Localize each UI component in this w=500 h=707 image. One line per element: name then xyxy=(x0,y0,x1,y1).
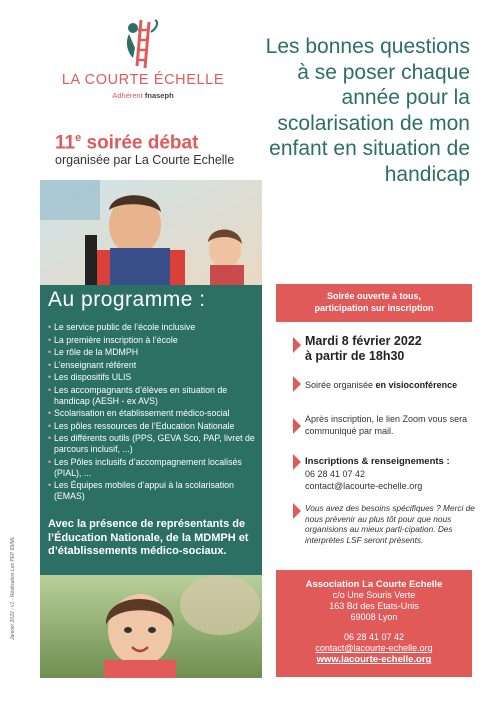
program-note: Avec la présence de représentants de l’Éducation Nationale, de la MDMPH et d’établissements médico-sociaux. xyxy=(48,518,249,557)
arrow-online-icon xyxy=(293,376,301,392)
assoc-line-1: c/o Une Souris Verte xyxy=(332,590,416,600)
logo xyxy=(48,18,238,113)
logo-adherent xyxy=(48,91,238,100)
photo-boy-in-wheelchair xyxy=(40,180,262,285)
logo-adherent-label: Adhérent xyxy=(112,91,143,100)
online-bold: en visioconférence xyxy=(375,380,458,390)
online-prefix: Soirée organisée xyxy=(305,380,376,390)
program-item: • Le service public de l’école inclusive xyxy=(48,322,256,333)
event-online xyxy=(305,380,457,390)
event-date: Mardi 8 février 2022 xyxy=(305,334,422,348)
program-item: • L’enseignant référent xyxy=(48,360,256,371)
program-item: • Les différents outils (PPS, GEVA Sco, PAP, livret de parcours inclusif, ...) xyxy=(48,433,256,455)
program-item: • Scolarisation en établissement médico-social xyxy=(48,408,256,419)
debate-ordinal: e xyxy=(75,132,82,144)
arrow-date-icon xyxy=(293,337,301,353)
program-list xyxy=(48,322,256,504)
assoc-website-link[interactable]: www.lacourte-echelle.org xyxy=(316,654,432,665)
contact-title: Inscriptions & renseignements : xyxy=(305,456,450,467)
program-item: • Les pôles ressources de l’Education Nationale xyxy=(48,421,256,432)
logo-name: LA COURTE ÉCHELLE xyxy=(61,72,225,88)
assoc-phone: 06 28 41 07 42 xyxy=(343,632,405,642)
headline: Les bonnes questions à se poser chaque année pour la scolarisation de mon enfant en situation de handicap xyxy=(265,35,470,186)
program-item: • Les Pôles inclusifs d’accompagnement localisés (PIAL), ... xyxy=(48,457,256,479)
print-credit: Janvier 2022 - v1 - Réalisation Les PEP 69/ML xyxy=(10,536,16,640)
program-item: • Les Équipes mobiles d’appui à la scolarisation (EMAS) xyxy=(48,480,256,502)
program-item: • Les accompagnants d’élèves en situation de handicap (AESH - ex AVS) xyxy=(48,385,256,407)
contact-phone: 06 28 41 07 42 xyxy=(305,469,366,479)
assoc-email-link[interactable]: contact@lacourte-echelle.org xyxy=(315,643,433,653)
open-to-all-banner xyxy=(276,284,472,322)
zoom-info: Après inscription, le lien Zoom vous sera communiqué par mail. xyxy=(305,414,468,436)
assoc-name: Association La Courte Echelle xyxy=(305,579,443,590)
debate-subtitle: organisée par La Courte Echelle xyxy=(55,153,235,167)
event-datetime xyxy=(305,334,422,364)
association-box xyxy=(276,570,472,677)
program-item: • La première inscription à l’école xyxy=(48,335,256,346)
contact-email-link[interactable]: contact@lacourte-echelle.org xyxy=(305,481,423,491)
program-item: • Les dispositifs ULIS xyxy=(48,372,256,383)
program-title: Au programme : xyxy=(48,288,206,311)
assoc-line-3: 69008 Lyon xyxy=(350,612,398,622)
logo-federation: fnaseph xyxy=(144,91,174,100)
photo-girl-outdoors xyxy=(40,575,262,678)
ladder-logo-icon xyxy=(123,18,163,70)
assoc-line-2: 163 Bd des Etats-Unis xyxy=(329,601,419,611)
special-needs-note: Vous avez des besoins spécifiques ? Merci de nous prévenir au plus tôt pour que nous organisions au mieux parti-cipation. Des interprètes LSF seront présents. xyxy=(305,503,475,545)
program-panel xyxy=(40,285,262,575)
debate-title-rest: soirée débat xyxy=(81,132,199,154)
event-time: à partir de 18h30 xyxy=(305,349,405,363)
arrow-needs-icon xyxy=(293,503,301,519)
debate-number: 11 xyxy=(55,132,76,154)
program-item: • Le rôle de la MDMPH xyxy=(48,347,256,358)
debate-title xyxy=(55,132,198,154)
arrow-zoom-icon xyxy=(293,418,301,434)
open-line-1: Soirée ouverte à tous, xyxy=(326,291,422,301)
open-line-2: participation sur inscription xyxy=(314,302,434,313)
arrow-contact-icon xyxy=(293,454,301,470)
